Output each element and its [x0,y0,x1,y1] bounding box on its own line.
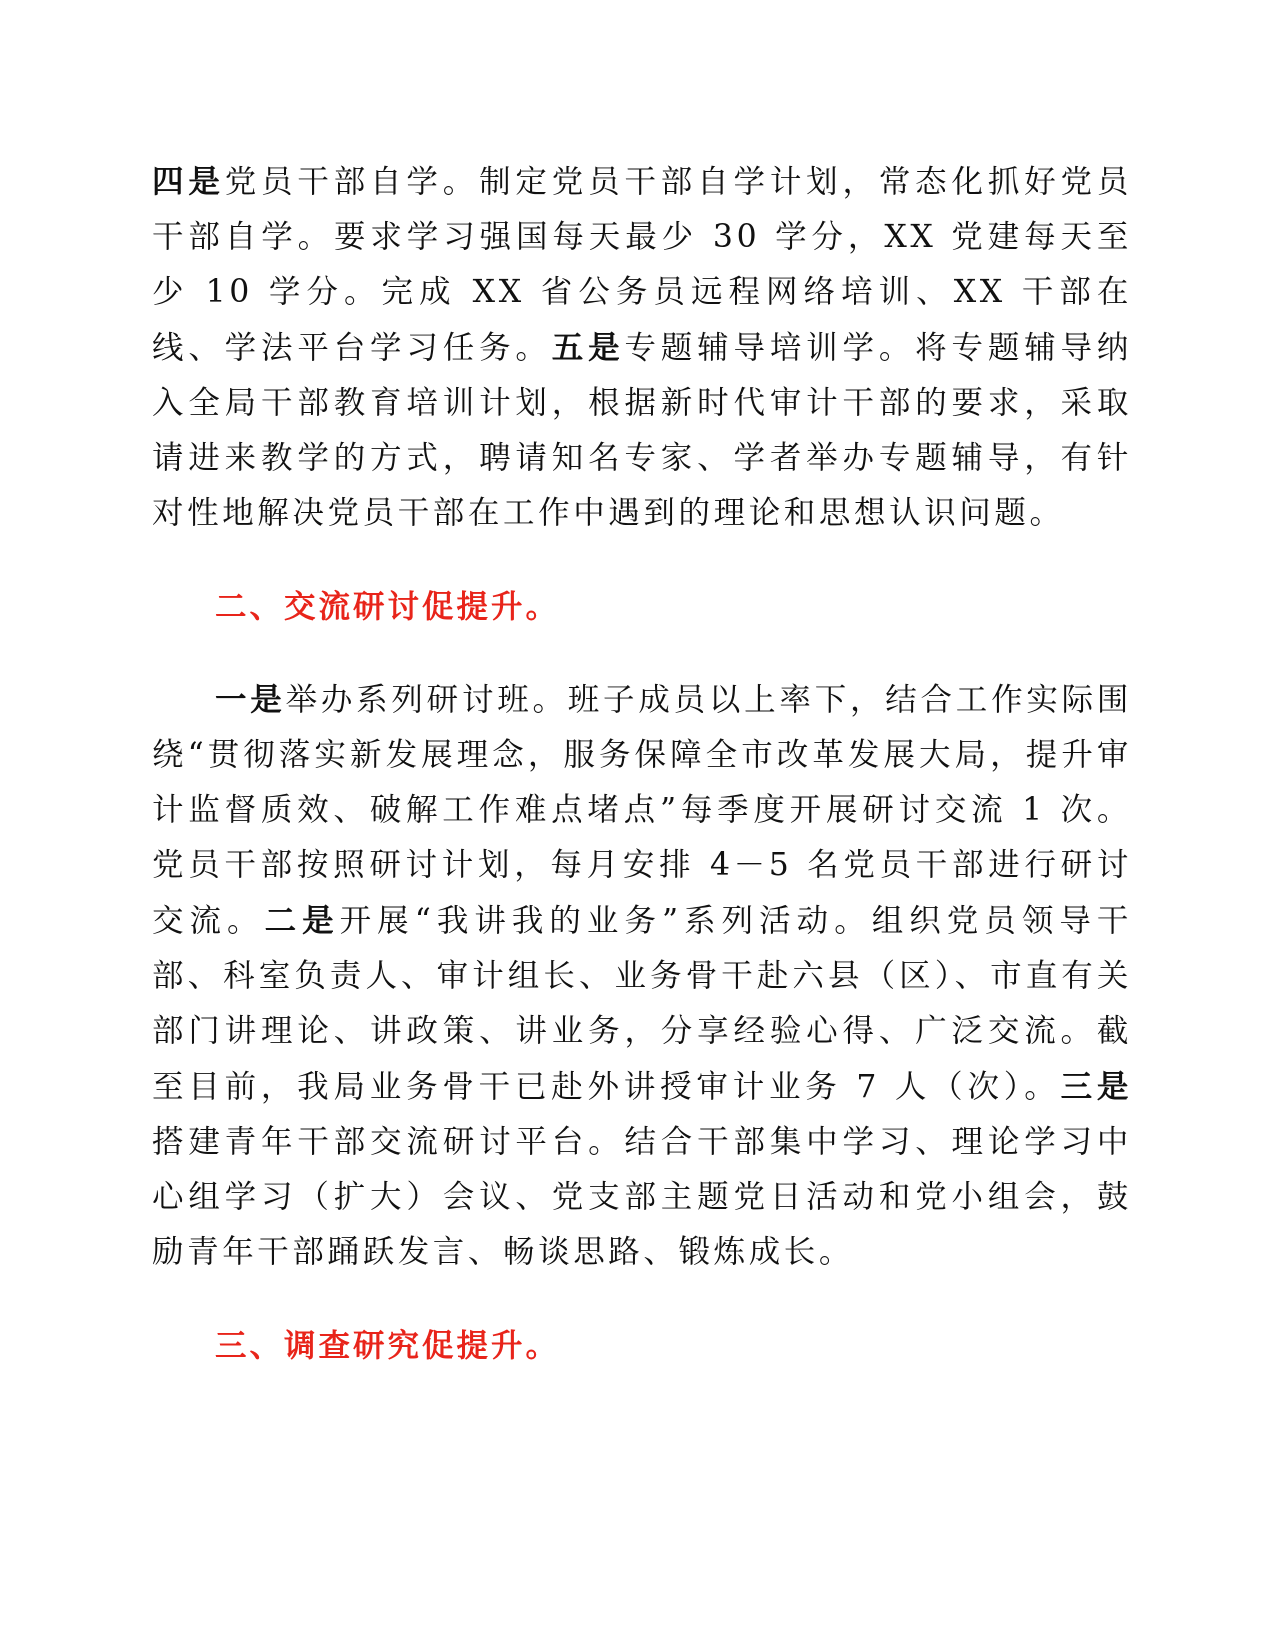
spacer [152,1280,1132,1318]
item-text-three: 搭建青年干部交流研讨平台。结合干部集中学习、理论学习中心组学习（扩大）会议、党支部主题党日活动和党小组会，鼓励青年干部踊跃发言、畅谈思路、锻炼成长。 [152,1124,1132,1270]
spacer [152,541,1132,579]
item-label-three: 三是 [1060,1068,1132,1105]
item-text-one: 举办系列研讨班。班子成员以上率下，结合工作实际围绕“贯彻落实新发展理念，服务保障全市改革发展大局，提升审计监督质效、破解工作难点堵点”每季度开展研讨交流 1 次。党员干部按照研讨计划，每月安排 4－5 名党员干部进行研讨交流。 [152,682,1133,939]
item-label-one: 一是 [215,681,286,718]
spacer [152,634,1132,672]
item-label-five: 五是 [551,329,625,366]
section-heading-research: 三、调查研究促提升。 [215,1327,561,1364]
paragraph-self-study-and-training [152,154,1132,541]
paragraph-exchange-seminars [152,672,1132,1280]
item-text-four: 党员干部自学。制定党员干部自学计划，常态化抓好党员干部自学。要求学习强国每天最少 30 学分，XX 党建每天至少 10 学分。完成 XX 省公务员远程网络培训、XX 干部在线、学法平台学习任务。 [152,164,1132,366]
item-text-five: 专题辅导培训学。将专题辅导纳入全局干部教育培训计划，根据新时代审计干部的要求，采取请进来教学的方式，聘请知名专家、学者举办专题辅导，有针对性地解决党员干部在工作中遇到的理论和思想认识问题。 [152,330,1132,531]
section-heading-exchange: 二、交流研讨促提升。 [215,588,561,625]
document-page [152,154,1132,1373]
item-label-four: 四是 [152,163,225,200]
item-label-two: 二是 [264,902,340,939]
item-text-two: 开展“我讲我的业务”系列活动。组织党员领导干部、科室负责人、审计组长、业务骨干赴六县（区）、市直有关部门讲理论、讲政策、讲业务，分享经验心得、广泛交流。截至目前，我局业务骨干已赴外讲授审计业务 7 人（次）。 [152,903,1132,1105]
